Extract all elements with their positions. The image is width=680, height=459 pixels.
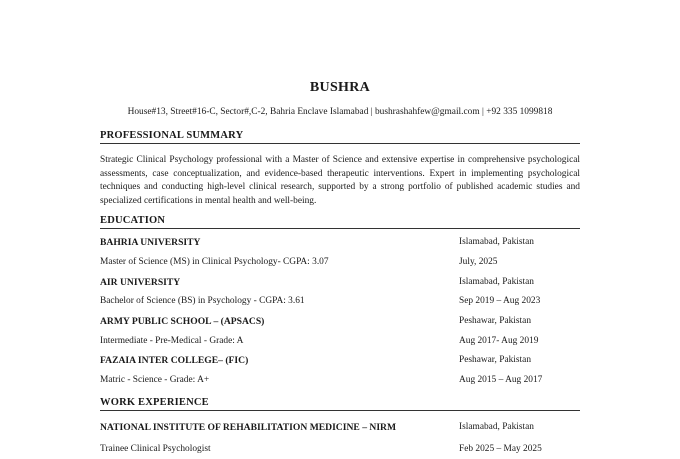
degree: Bachelor of Science (BS) in Psychology - CGPA: 3.61 bbox=[100, 296, 305, 306]
institution-location: Peshawar, Pakistan bbox=[459, 355, 532, 365]
institution-name: AIR UNIVERSITY bbox=[100, 277, 181, 288]
institution-name: FAZAIA INTER COLLEGE– (FIC) bbox=[100, 355, 249, 366]
institution-name: BAHRIA UNIVERSITY bbox=[100, 237, 201, 248]
education-entry-detail bbox=[100, 336, 580, 350]
organization-location: Islamabad, Pakistan bbox=[459, 422, 534, 432]
section-divider bbox=[100, 143, 580, 144]
institution-location: Peshawar, Pakistan bbox=[459, 316, 532, 326]
contact-line: House#13, Street#16-C, Sector#,C-2, Bahria Enclave Islamabad | bushrashahfew@gmail.com | +92 335 1099818 bbox=[127, 107, 553, 117]
summary-text: Strategic Clinical Psychology professional with a Master of Science and extensive expertise in comprehensive psychological assessments, case conceptualization, and evidence-based therapeutic interventions. Expert in implementing psychological techniques and conducting high-level clinical research, supported by a strong portfolio of published academic studies and specialized certifications in mental health and well-being. bbox=[100, 155, 580, 207]
job-role: Trainee Clinical Psychologist bbox=[100, 444, 211, 454]
degree: Master of Science (MS) in Clinical Psychology- CGPA: 3.07 bbox=[100, 257, 329, 267]
section-divider bbox=[100, 410, 580, 411]
summary-heading: PROFESSIONAL SUMMARY bbox=[100, 130, 244, 141]
education-entry-header bbox=[100, 316, 580, 330]
degree: Intermediate - Pre-Medical - Grade: A bbox=[100, 336, 244, 346]
degree: Matric - Science - Grade: A+ bbox=[100, 375, 210, 385]
education-entry-header bbox=[100, 237, 580, 251]
education-entry-header bbox=[100, 277, 580, 291]
work-entry-detail bbox=[100, 444, 580, 458]
job-dates: Feb 2025 – May 2025 bbox=[459, 444, 542, 454]
degree-dates: July, 2025 bbox=[459, 257, 498, 267]
education-entry-detail bbox=[100, 375, 580, 389]
institution-location: Islamabad, Pakistan bbox=[459, 277, 534, 287]
work-entry-header bbox=[100, 422, 580, 436]
institution-name: ARMY PUBLIC SCHOOL – (APSACS) bbox=[100, 316, 265, 327]
education-entry-detail bbox=[100, 296, 580, 310]
candidate-name: BUSHRA bbox=[309, 80, 371, 95]
section-divider bbox=[100, 228, 580, 229]
education-entry-detail bbox=[100, 257, 580, 271]
institution-location: Islamabad, Pakistan bbox=[459, 237, 534, 247]
education-entry-header bbox=[100, 355, 580, 369]
education-heading: EDUCATION bbox=[100, 215, 166, 226]
degree-dates: Aug 2015 – Aug 2017 bbox=[459, 375, 543, 385]
degree-dates: Sep 2019 – Aug 2023 bbox=[459, 296, 541, 306]
work-heading: WORK EXPERIENCE bbox=[100, 397, 209, 408]
degree-dates: Aug 2017- Aug 2019 bbox=[459, 336, 539, 346]
organization-name: NATIONAL INSTITUTE OF REHABILITATION MEDICINE – NIRM bbox=[100, 422, 397, 433]
